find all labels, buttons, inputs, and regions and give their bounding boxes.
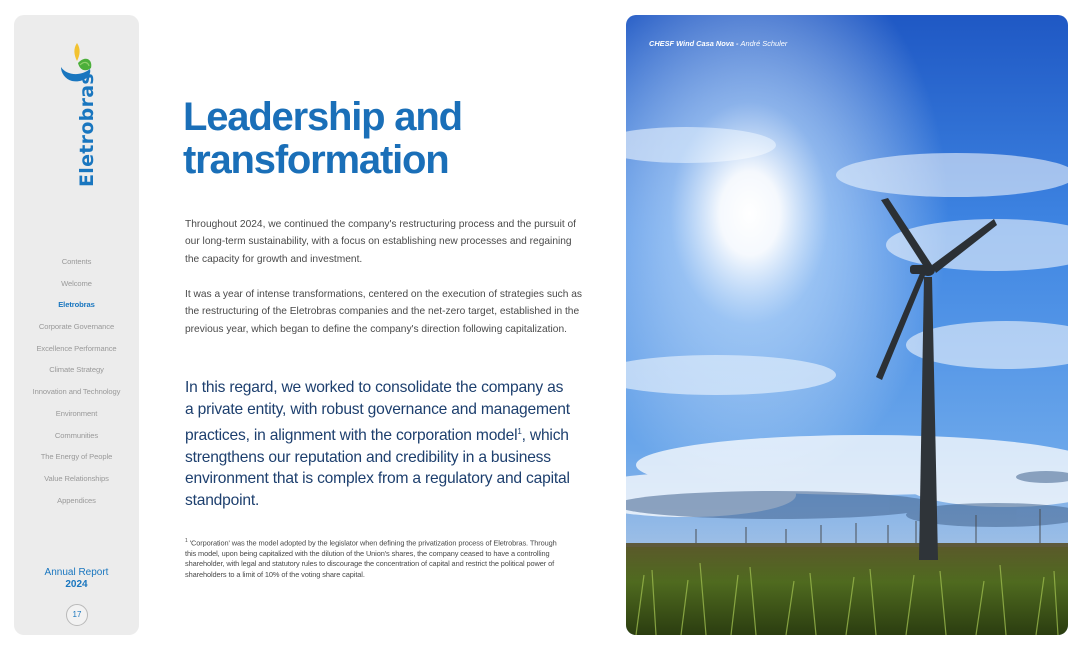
report-title: Annual Report bbox=[44, 567, 109, 578]
highlight-quote bbox=[185, 377, 575, 512]
page-title bbox=[183, 96, 563, 182]
nav-item-corporate-governance[interactable]: Corporate Governance bbox=[38, 322, 115, 332]
nav-item-welcome[interactable]: Welcome bbox=[61, 278, 92, 288]
footnote-reference[interactable]: 1 bbox=[517, 426, 522, 436]
nav-item-appendices[interactable]: Appendices bbox=[57, 495, 96, 505]
eletrobras-logo-text: Eletrobras bbox=[76, 73, 98, 187]
highlight-text-1: In this regard, we worked to consolidate the company as a private entity, with robust governance and management practices, in alignment with the corporation model bbox=[185, 379, 570, 444]
report-year: 2024 bbox=[65, 579, 88, 590]
nav-item-excellence-performance[interactable]: Excellence Performance bbox=[36, 343, 117, 353]
nav-item-innovation-technology[interactable]: Innovation and Technology bbox=[32, 387, 121, 397]
nav-item-environment[interactable]: Environment bbox=[55, 408, 98, 418]
sidebar-nav bbox=[14, 251, 139, 511]
footnote bbox=[185, 536, 560, 580]
sidebar bbox=[14, 15, 139, 635]
wind-turbine-photo bbox=[626, 15, 1068, 635]
title-line-1: Leadership and bbox=[183, 95, 462, 139]
credit-title: CHESF Wind Casa Nova - bbox=[649, 39, 739, 48]
nav-item-contents[interactable]: Contents bbox=[61, 257, 92, 266]
paragraph-1: Throughout 2024, we continued the company's restructuring process and the pursuit of our long-term sustainability, with a focus on establishing new processes and regaining the capacity for growth and investment. bbox=[185, 219, 577, 265]
nav-item-eletrobras[interactable]: Eletrobras bbox=[58, 300, 95, 310]
paragraph-2: It was a year of intense transformations, centered on the execution of strategies such as the restructuring of the Eletrobras companies and the net-zero target, established in the previous year, which began to define the company's direction following capitalization. bbox=[185, 289, 582, 335]
nav-item-value-relationships[interactable]: Value Relationships bbox=[44, 473, 109, 483]
footnote-text: 'Corporation' was the model adopted by the legislator when defining the privatization process of Eletrobras. Through this model, upon being capitalized with the dilution of the Union's shares, the company ceased to have a controlling shareholder, with legal and statutory rules to discourage the concentration of capital and restrict the political power of shareholders to a limit of 10% of the voting share capital. bbox=[185, 538, 557, 579]
wind-turbine-image bbox=[626, 15, 1068, 635]
annual-report-label bbox=[14, 567, 139, 590]
photo-credit bbox=[649, 39, 787, 48]
credit-author: André Schuler bbox=[740, 39, 788, 48]
page-number: 17 bbox=[66, 604, 88, 626]
nav-item-energy-of-people[interactable]: The Energy of People bbox=[40, 452, 113, 462]
highlight-text-2: , which strengthens our reputation and credibility in a business environment that is complex from a regulatory and capital standpoint. bbox=[185, 426, 570, 510]
title-line-2: transformation bbox=[183, 138, 449, 182]
nav-item-communities[interactable]: Communities bbox=[54, 430, 99, 440]
nav-item-climate-strategy[interactable]: Climate Strategy bbox=[49, 365, 104, 375]
footnote-number: 1 bbox=[185, 538, 188, 544]
